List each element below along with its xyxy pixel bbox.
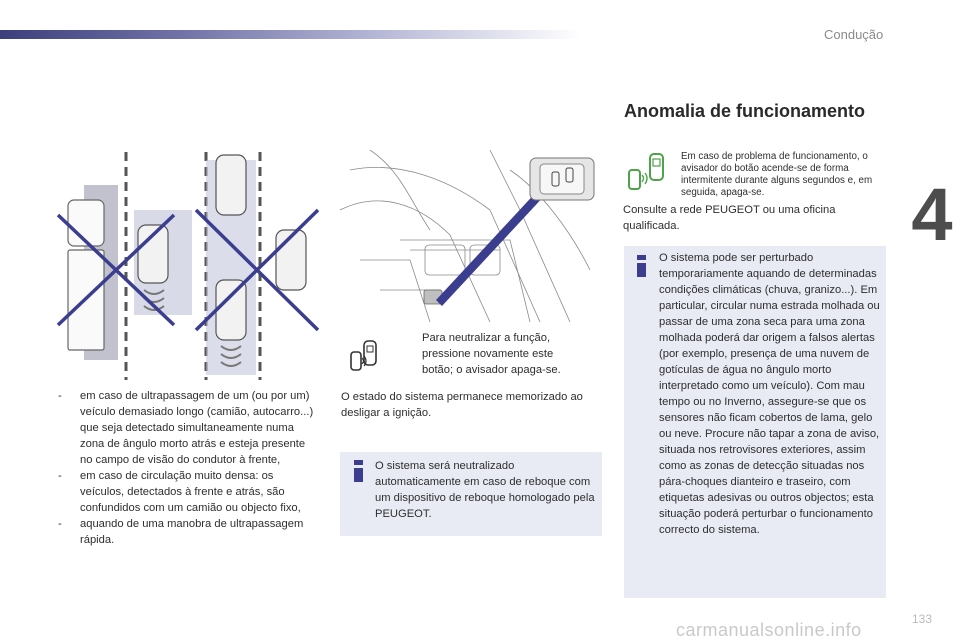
- step-text: Para neutralizar a função, pressione novamente este botão; o avisador apaga-se.: [422, 332, 561, 376]
- condition-list: [58, 388, 320, 548]
- info-icon: [354, 460, 363, 482]
- warning-lamp-icon: [626, 153, 670, 191]
- list-item: - aquando de uma manobra de ultrapassagem rápida.: [58, 518, 304, 546]
- blind-spot-button-icon: [348, 340, 382, 372]
- blind-spot-illustration: [56, 140, 326, 385]
- center-console-illustration: [340, 150, 602, 322]
- weather-info-text: O sistema pode ser perturbado temporariamente aquando de determinadas condições climáticas (chuva, granizo...). Em particular, circular numa estrada molhada ou passar de uma zona seca para uma zona molhada poderá dar origem a falsos alertas (por exemplo, presença de uma nuvem de gotículas de água no ângulo morto interpretado como um veículo). Com mau tempo ou no Inverno, assegure-se que os sensores não ficam cobertos de lama, gelo ou neve. Procure não tapar a zona de aviso, situada nos retrovisores exteriores, assim como as zonas de detecção situadas nos pára-choques dianteiro e traseiro, com etiquetas adesivas ou outros objectos; esta situação poderá perturbar o funcionamento correcto do sistema.: [659, 252, 880, 536]
- list-item: - em caso de circulação muito densa: os veículos, detectados à frente e atrás, são confundidos com um camião ou objecto fixo,: [58, 470, 301, 514]
- neutralize-step: [396, 330, 582, 378]
- watermark: carmanualsonline.info: [676, 620, 862, 640]
- anomaly-heading: Anomalia de funcionamento: [624, 101, 866, 121]
- header-bar: [0, 30, 580, 39]
- towing-info-box: [340, 452, 602, 536]
- memory-text: O estado do sistema permanece memorizado ao desligar a ignição.: [341, 391, 583, 419]
- towing-info-text: O sistema será neutralizado automaticamente em caso de reboque com um dispositivo de reboque homologado pela PEUGEOT.: [375, 460, 595, 520]
- info-icon: [637, 255, 646, 277]
- chapter-number: 4: [911, 173, 953, 256]
- section-title: Condução: [824, 27, 884, 42]
- anomaly-note: Em caso de problema de funcionamento, o avisador do botão acende-se de forma intermitente durante alguns segundos e, em seguida, apaga-se.: [681, 151, 873, 198]
- consult-text: Consulte a rede PEUGEOT ou uma oficina qualificada.: [623, 204, 836, 232]
- page-number: 133: [912, 612, 933, 626]
- weather-info-box: [624, 246, 886, 598]
- list-item: - em caso de ultrapassagem de um (ou por um) veículo demasiado longo (camião, autocarro...) que seja detectado simultaneamente numa zona de ângulo morto atrás e esteja presente no campo de visão do condutor à frente,: [58, 390, 314, 466]
- diagram-dense-traffic: [196, 155, 318, 375]
